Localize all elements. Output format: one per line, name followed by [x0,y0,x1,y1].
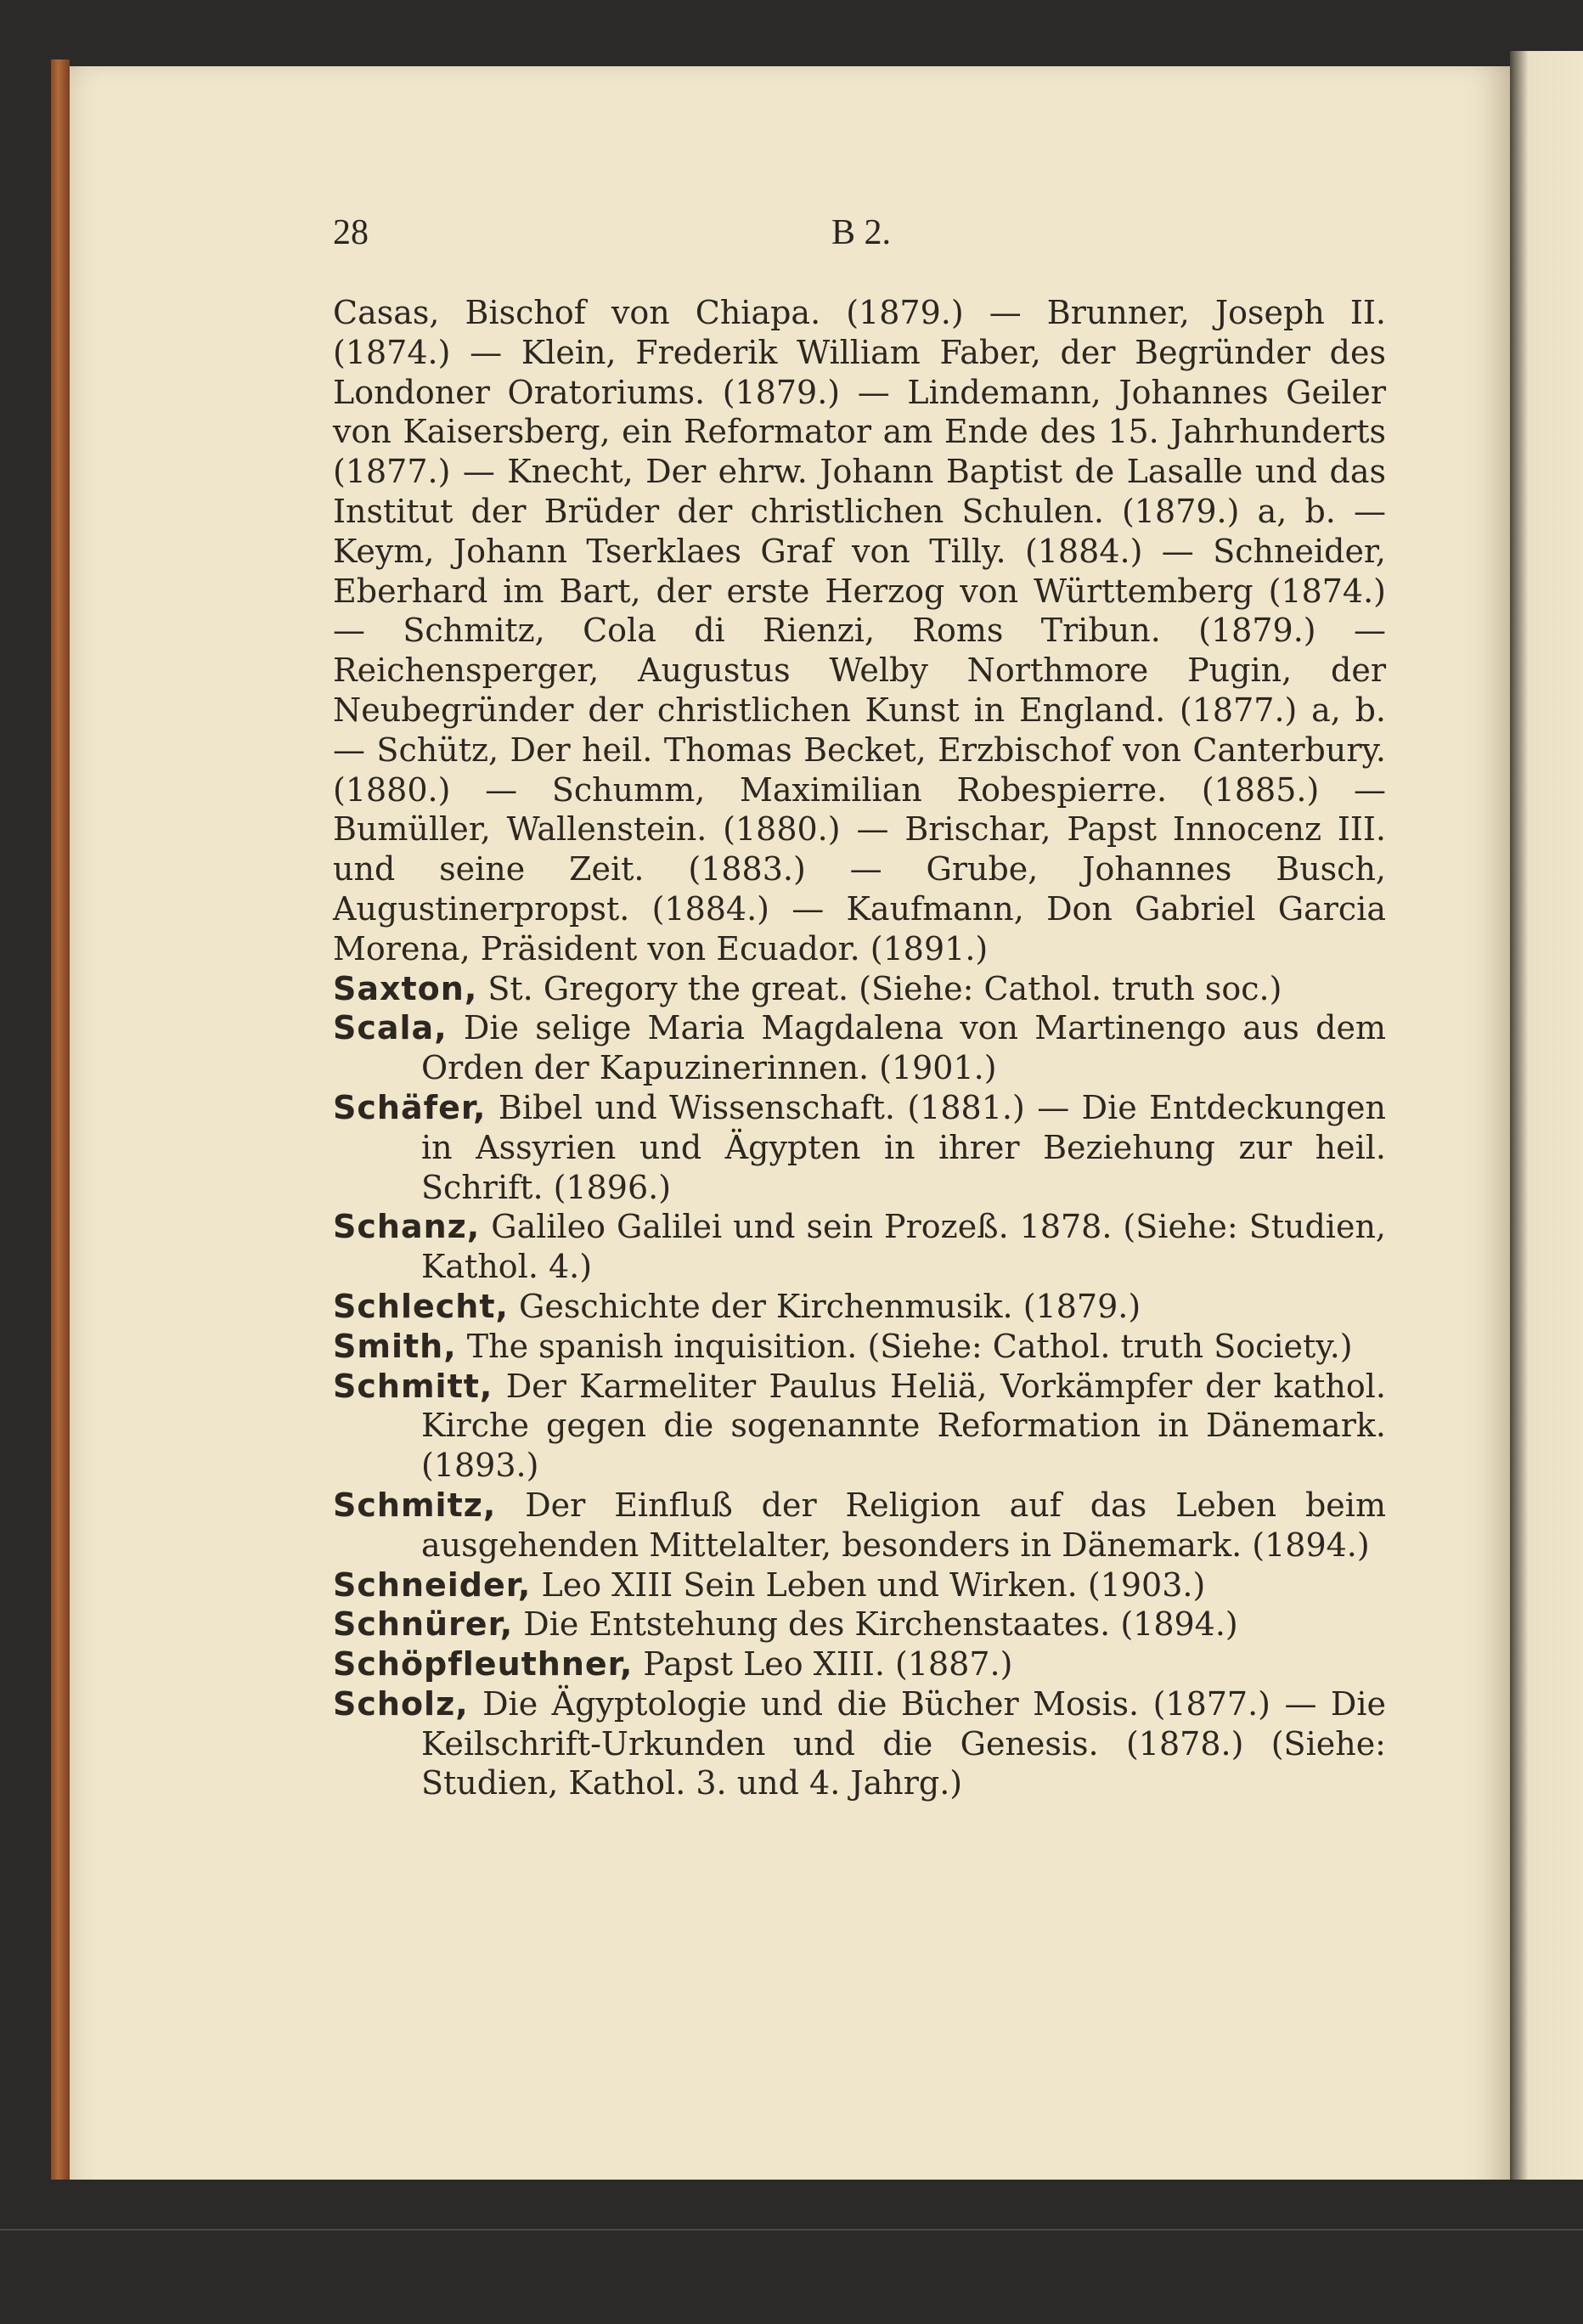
bibliography-entry [333,1684,1386,1803]
entry-text: Geschichte der Kirchenmusik. (1879.) [519,1287,1141,1325]
entry-text: Der Karmeliter Paulus Heliä, Vorkämpfer der kathol. Kirche gegen die sogenannte Reformation in Dänemark. (1893.) [421,1367,1386,1485]
page-number: 28 [333,213,369,252]
entry-text: Der Einfluß der Religion auf das Leben beim ausgehenden Mittelalter, besonders in Dänemark. (1894.) [421,1486,1386,1564]
entry-text: Leo XIII Sein Leben und Wirken. (1903.) [541,1565,1206,1604]
continuation-entry [333,293,1386,969]
entry-author: Saxton, [333,969,478,1007]
bibliography-entry [333,1327,1386,1367]
facing-page-edge [1510,51,1583,2324]
divider [0,2229,1583,2231]
scan-background-bottom [0,2180,1583,2324]
entry-author: Schmitz, [333,1486,497,1524]
entry-text: Die Ägyptologie und die Bücher Mosis. (1877.) — Die Keilschrift-Urkunden und die Genesis. (1878.) (Siehe: Studien, Kathol. 3. und 4. Jahrg.) [421,1684,1386,1802]
entry-text: Die selige Maria Magdalena von Martinengo aus dem Orden der Kapuzinerinnen. (1901.) [421,1009,1386,1087]
bibliography-entry [333,1644,1386,1684]
entry-author: Scala, [333,1009,448,1047]
entry-author: Scholz, [333,1684,469,1723]
entry-text: Galileo Galilei und sein Prozeß. 1878. (Siehe: Studien, Kathol. 4.) [421,1208,1386,1286]
book-cover-edge [51,59,70,2324]
page-signature: B 2. [831,213,892,252]
bibliography-entry [333,1008,1386,1088]
bibliography-entry [333,1486,1386,1565]
bibliography-entry [333,1287,1386,1327]
entry-author: Schlecht, [333,1287,509,1325]
entry-author: Smith, [333,1327,457,1365]
entry-text: St. Gregory the great. (Siehe: Cathol. truth soc.) [487,969,1282,1007]
entry-text: Casas, Bischof von Chiapa. (1879.) — Brunner, Joseph II. (1874.) — Klein, Frederik William Faber, der Begründer des Londoner Oratoriums. (1879.) — Lindemann, Johannes Geiler von Kaisersberg, ein Reformator am Ende des 15. Jahrhunderts (1877.) — Knecht, Der ehrw. Johann Baptist de Lasalle und das Institut der Brüder der christlichen Schulen. (1879.) a, b. — Keym, Johann Tserklaes Graf von Tilly. (1884.) — Schneider, Eberhard im Bart, der erste Herzog von Württemberg (1874.) — Schmitz, Cola di Rienzi, Roms Tribun. (1879.) — Reichensperger, Augustus Welby Northmore Pugin, der Neubegründer der christlichen Kunst in England. (1877.) a, b. — Schütz, Der heil. Thomas Becket, Erzbischof von Canterbury. (1880.) — Schumm, Maximilian Robespierre. (1885.) — Bumüller, Wallenstein. (1880.) — Brischar, Papst Innocenz III. und seine Zeit. (1883.) — Grube, Johannes Busch, Augustinerpropst. (1884.) — Kaufmann, Don Gabriel Garcia Morena, Präsident von Ecuador. (1891.) [333,294,1386,967]
bibliography-entry [333,1605,1386,1644]
page-body [333,293,1386,1803]
entry-author: Schöpfleuthner, [333,1645,634,1684]
entry-text: Papst Leo XIII. (1887.) [643,1645,1013,1684]
entry-author: Schanz, [333,1208,481,1246]
bibliography-entry [333,1088,1386,1207]
entry-author: Schäfer, [333,1088,487,1126]
bibliography-entry [333,1367,1386,1486]
bibliography-entry [333,1565,1386,1605]
bibliography-entry [333,1207,1386,1287]
entry-text: The spanish inquisition. (Siehe: Cathol. truth Society.) [466,1327,1353,1365]
entry-author: Schneider, [333,1565,532,1604]
entry-author: Schmitt, [333,1367,493,1405]
entry-text: Die Entstehung des Kirchenstaates. (1894.) [523,1605,1238,1644]
entry-text: Bibel und Wissenschaft. (1881.) — Die Entdeckungen in Assyrien und Ägypten in ihrer Beziehung zur heil. Schrift. (1896.) [421,1088,1386,1206]
bibliography-entry [333,969,1386,1009]
entry-author: Schnürer, [333,1605,514,1644]
